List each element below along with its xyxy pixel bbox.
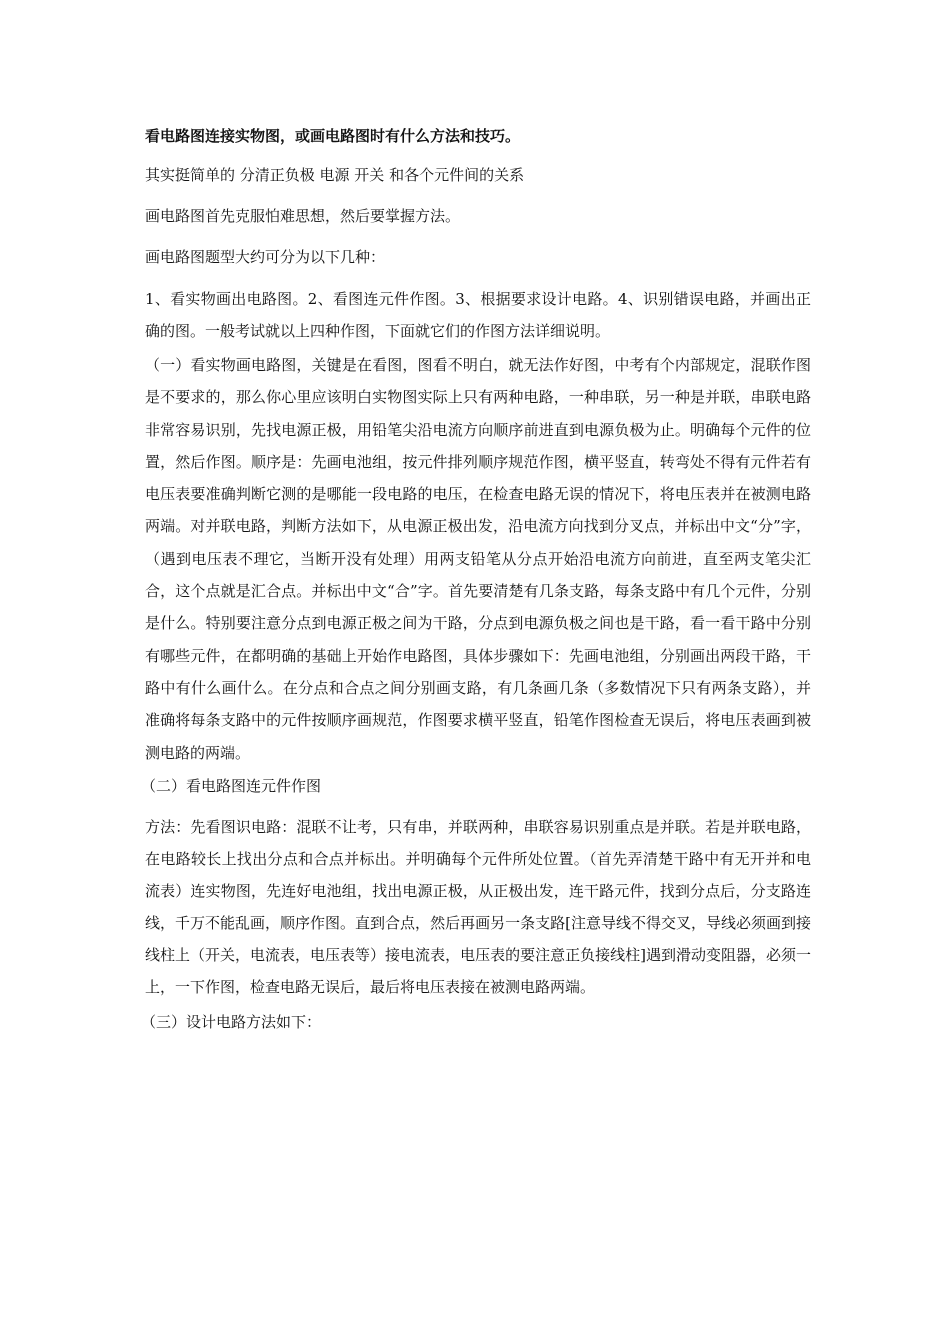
section-3-heading: （三）设计电路方法如下： <box>141 1012 322 1031</box>
document-title: 看电路图连接实物图，或画电路图时有什么方法和技巧。 <box>145 127 521 145</box>
section-1-body: （一）看实物画电路图，关键是在看图，图看不明白，就无法作好图，中考有个内部规定，混联作图是不要求的，那么你心里应该明白实物图实际上只有两种电路，一种串联，另一种是并联，串联电路非常容易识别，先找电源正极，用铅笔尖沿电流方向顺序前进直到电源负极为止。明确每个元件的位置，然后作图。顺序是：先画电池组，按元件排列顺序规范作图，横平竖直，转弯处不得有元件若有电压表要准确判断它测的是哪能一段电路的电压，在检查电路无误的情况下，将电压表并在被测电路两端。对并联电路，判断方法如下，从电源正极出发，沿电流方向找到分叉点，并标出中文“分”字，（遇到电压表不理它，当断开没有处理）用两支铅笔从分点开始沿电流方向前进，直至两支笔尖汇合，这个点就是汇合点。并标出中文“合”字。首先要清楚有几条支路，每条支路中有几个元件，分别是什么。特别要注意分点到电源正极之间为干路，分点到电源负极之间也是干路，看一看干路中分别有哪些元件，在都明确的基础上开始作电路图，具体步骤如下：先画电池组，分别画出两段干路，干路中有什么画什么。在分点和合点之间分别画支路，有几条画几条（多数情况下只有两条支路），并准确将每条支路中的元件按顺序画规范，作图要求横平竖直，铅笔作图检查无误后，将电压表画到被测电路的两端。 <box>145 356 811 762</box>
document-body <box>141 126 811 1037</box>
section-2-body: 方法：先看图识电路：混联不让考，只有串，并联两种，串联容易识别重点是并联。若是并联电路，在电路较长上找出分点和合点并标出。并明确每个元件所处位置。（首先弄清楚干路中有无开并和电流表）连实物图，先连好电池组，找出电源正极，从正极出发，连干路元件，找到分点后，分支路连线，千万不能乱画，顺序作图。直到合点，然后再画另一条支路[注意导线不得交叉，导线必须画到接线柱上（开关，电流表，电压表等）接电流表，电压表的要注意正负接线柱]遇到滑动变阻器，必须一上，一下作图，检查电路无误后，最后将电压表接在被测电路两端。 <box>145 817 811 996</box>
paragraph-intro: 其实挺简单的 分清正负极 电源 开关 和各个元件间的关系 <box>145 166 525 184</box>
section-2-heading: （二）看电路图连元件作图 <box>141 776 322 795</box>
paragraph-four-types: 1、看实物画出电路图。2、看图连元件作图。3、根据要求设计电路。4、识别错误电路，并画出正确的图。一般考试就以上四种作图，下面就它们的作图方法详细说明。 <box>145 290 811 340</box>
paragraph-question-types: 画电路图题型大约可分为以下几种： <box>145 248 386 266</box>
paragraph-mindset: 画电路图首先克服怕难思想，然后要掌握方法。 <box>145 207 461 225</box>
